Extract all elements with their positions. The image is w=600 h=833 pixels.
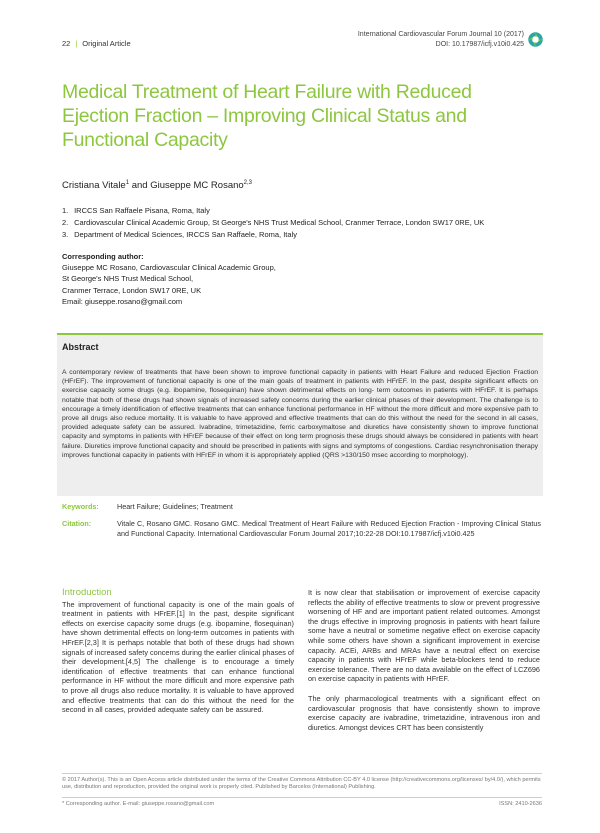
introduction-heading: Introduction (62, 587, 112, 598)
keywords-value: Heart Failure; Guidelines; Treatment (117, 502, 233, 511)
article-title: Medical Treatment of Heart Failure with Reduced Ejection Fraction – Improving Clinical Status and Functional Capacity (62, 81, 472, 151)
paragraph: It is now clear that stabilisation or improvement of exercise capacity reflects the ability of effective treatments to slow or prevent progressive worsening of HF and are important patient related outcomes. Amongst the drugs effective in improving prognosis in patients with heart failure some have a neutral or sometime negative effect on exercise capacity while some others have shown a significant improvement in exercise capacity. ACEi, ARBs and MRAs have a neutral effect on exercise capacity in patients with HFrEF while beta-blockers tend to reduce exercise tolerance. There are no data available on the effect of LCZ696 on exercise capacity in patients with HFrEF. (308, 588, 540, 684)
author-1-affil: 1 (125, 180, 130, 186)
section-label: Original Article (82, 39, 131, 48)
corresponding-author (62, 251, 276, 307)
corresponding-line: Cranmer Terrace, London SW17 0RE, UK (62, 285, 202, 295)
abstract-heading: Abstract (62, 342, 99, 352)
abstract-text: A contemporary review of treatments that have been shown to improve functional capacity in patients with Heart Failure and reduced Ejection Fraction (HFrEF). The improvement of functional capacity is one of the main goals of treatment in patients with HFrEF. In the past, despite significant effects on exercise capacity some drugs (e.g. ibopamine, flosequinan) have shown detrimental effects on long- term outcomes in patients with HFrEF. It is perhaps notable that both of these drugs had shown signals of increased safety concerns during the earlier clinical phases of their development. The challenge is to encourage a timely identification of effective treatments that can enhance functional performance in HF without the more difficult and more expensive path to prove all drugs also reduce mortality. It is valuable to have approved and effective treatments that can do this without the need for the second in all cases, provided adequate safety can be assured. Ivabradine, trimetazidine, ferric carboxymaltose and diuretics have consistently shown to improve functional capacity and symptoms in patients with HFrEF because of their effect on long term prognosis these drugs should always be considered in patients with heart failure. Diuretics improve functional capacity and should be prescribed in patients with signs and symptoms of congestions. Cardiac resynchronisation therapy improves functional capacity in patients with HFrEF in whom it is appropriately applied (QRS >130/150 msec according to morphology). (62, 369, 538, 459)
journal-logo-icon (527, 31, 544, 48)
corresponding-line: Giuseppe MC Rosano, Cardiovascular Clinical Academic Group, (62, 263, 276, 273)
affiliation-item: 3. Department of Medical Sciences, IRCCS San Raffaele, Roma, Italy (62, 230, 297, 239)
corresponding-email: Email: giuseppe.rosano@gmail.com (62, 296, 183, 306)
affiliation-item: 1. IRCCS San Raffaele Pisana, Roma, Italy (62, 206, 210, 215)
running-header-right (358, 30, 524, 50)
header-separator: | (75, 39, 78, 48)
affiliation-list (62, 205, 484, 241)
page-number: 22 (62, 39, 71, 48)
journal-name: International Cardiovascular Forum Journal 10 (2017) (357, 31, 524, 38)
license-footer: © 2017 Author(s). This is an Open Access article distributed under the terms of the Creative Commons Attribution CC-BY 4.0 license (http://creativecommons.org/licenses/ by/4.0/), which permits use, distribution and reproduction, provided the original work is properly cited. Published by Barcelos (International) Publishing. (62, 773, 542, 792)
corresponding-note: * Corresponding author. E-mail: giuseppe.rosano@gmail.com (62, 801, 215, 807)
footer-line (62, 797, 542, 807)
doi: DOI: 10.17987/icfj.v10i0.425 (435, 41, 524, 48)
citation-label: Citation: (62, 519, 92, 528)
abstract-box (57, 333, 543, 496)
running-header-left (62, 39, 131, 48)
issn: ISSN: 2410-2636 (499, 801, 542, 807)
author-2: Giuseppe MC Rosano (150, 180, 244, 192)
body-column-right (308, 588, 540, 732)
citation-row (57, 513, 543, 571)
author-2-affil: 2,3 (243, 180, 253, 186)
author-and: and (129, 180, 151, 192)
corresponding-line: St George's NHS Trust Medical School, (62, 274, 194, 284)
author-1: Cristiana Vitale (62, 180, 126, 192)
corresponding-heading: Corresponding author: (62, 252, 144, 261)
citation-value: Vitale C, Rosano GMC. Rosano GMC. Medical Treatment of Heart Failure with Reduced Ejection Fraction - Improving Clinical Status and Functional Capacity. International Cardiovascular Forum Journal 2017;10:22-28 DOI:10.17987/icfj.v10i0.425 (117, 519, 541, 538)
keywords-label: Keywords: (62, 502, 99, 511)
affiliation-item: 2. Cardiovascular Clinical Academic Group, St George's NHS Trust Medical School, Cranmer Terrace, London SW17 0RE, UK (62, 218, 485, 227)
paragraph: The only pharmacological treatments with a significant effect on cardiovascular prognosis that have consistently shown to improve exercise capacity are ivabradine, trimetazidine, intravenous iron and diuretics. Amongst devices CRT has been consistently (308, 693, 540, 732)
paragraph: The improvement of functional capacity is one of the main goals of treatment in patients with HFrEF.[1] In the past, despite significant effects on exercise capacity some drugs (e.g. ibopamine, flosequinan) have shown detrimental effects on long-term outcomes in patients with HFrEF.[2,3] It is perhaps notable that both of these drugs had shown signals of increased safety concerns during the earlier clinical phases of their development.[4,5] The challenge is to encourage a timely identification of effective treatments that can enhance functional performance in HF without the more difficult and more expensive path to prove all drugs also reduce mortality. It is valuable to have approved and effective treatments that can do this without the need for the second in all cases, provided adequate safety can be assured. (62, 599, 295, 715)
body-column-left (62, 588, 294, 715)
author-line (62, 180, 252, 191)
